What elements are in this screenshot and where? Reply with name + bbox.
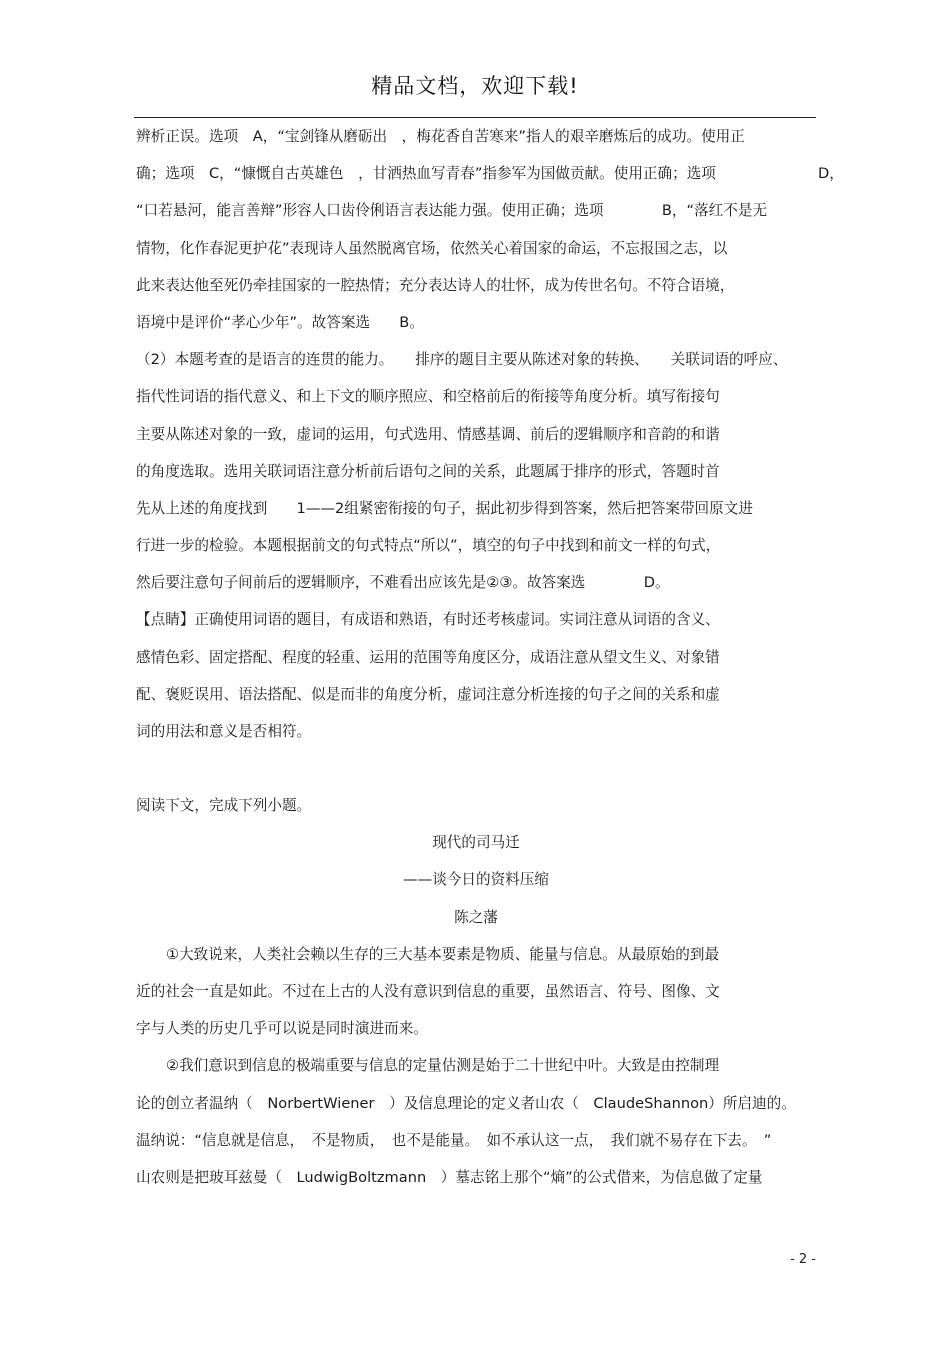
page-number: - 2 - [790,1252,816,1267]
text-line: “口若悬河，能言善辩”形容人口齿伶俐语言表达能力强。使用正确；选项 B，“落红不是无 [136,202,768,220]
text-line: ①大致说来，人类社会赖以生存的三大基本要素是物质、能量与信息。从最原始的到最 [166,945,720,963]
text-line: 情物，化作春泥更护花”表现诗人虽然脱离官场，依然关心着国家的命运，不忘报国之志，以 [136,239,728,257]
text-line: 论的创立者温纳（ NorbertWiener ）及信息理论的定义者山农（ ClaudeShannon）所启迪的。 [136,1094,796,1112]
document-body [136,124,844,1202]
text-line: 【点睛】正确使用词语的题目，有成语和熟语，有时还考核虚词。实词注意从词语的含义、 [136,611,720,629]
text-line: 此来表达他至死仍牵挂国家的一腔热情；充分表达诗人的壮怀，成为传世名句。不符合语境， [136,276,735,294]
text-line: 然后要注意句子间前后的逻辑顺序，不难看出应该先是②③。故答案选 D。 [136,574,670,592]
text-line: 配、褒贬误用、语法搭配、似是而非的角度分析，虚词注意分析连接的句子之间的关系和虚 [136,685,720,703]
text-line: 词的用法和意义是否相符。 [136,723,312,740]
article-author: 陈之藩 [454,908,498,926]
text-line: 近的社会一直是如此。不过在上古的人没有意识到信息的重要，虽然语言、符号、图像、文 [136,982,720,1000]
text-line: 的角度选取。选用关联词语注意分析前后语句之间的关系，此题属于排序的形式，答题时首 [136,462,720,480]
article-title: 现代的司马迁 [432,834,520,852]
text-line: 行进一步的检验。本题根据前文的句式特点“所以”，填空的句子中找到和前文一样的句式， [136,537,721,555]
text-line: 辨析正误。选项 A，“宝剑锋从磨砺出 ，梅花香自苦寒来”指人的艰辛磨炼后的成功。使用正 [136,128,745,145]
page-header-title: 精品文档，欢迎下载! [371,74,579,98]
text-line: 先从上述的角度找到 1——2组紧密衔接的句子，据此初步得到答案，然后把答案带回原文进 [136,499,753,517]
text-line: 感情色彩、固定搭配、程度的轻重、运用的范围等角度区分，成语注意从望文生义、对象错 [136,648,720,666]
text-line: 山农则是把玻耳兹曼（ LudwigBoltzmann ）墓志铭上那个“熵”的公式借来，为信息做了定量 [136,1168,763,1186]
article-subtitle: ——谈今日的资料压缩 [403,871,549,889]
text-line: 指代性词语的指代意义、和上下文的顺序照应、和空格前后的衔接等角度分析。填写衔接句 [136,388,720,406]
text-line: 温纳说：“信息就是信息， 不是物质， 也不是能量。 如不承认这一点， 我们就不易存在下去。 ” [136,1131,772,1149]
text-line: 语境中是评价“孝心少年”。故答案选 B。 [136,313,424,331]
text-line: 确；选项 C，“慷慨自古英雄色 ，甘洒热血写青春”指参军为国做贡献。使用正确；选项 D， [136,165,844,183]
text-line: ②我们意识到信息的极端重要与信息的定量估测是始于二十世纪中叶。大致是由控制理 [166,1057,720,1075]
header-divider [134,117,816,118]
text-line: 字与人类的历史几乎可以说是同时演进而来。 [136,1020,428,1038]
text-line: 主要从陈述对象的一致，虚词的运用，句式选用、情感基调、前后的逻辑顺序和音韵的和谐 [136,425,720,443]
reading-instruction: 阅读下文，完成下列小题。 [136,797,312,814]
text-line: （2）本题考查的是语言的连贯的能力。 排序的题目主要从陈述对象的转换、 关联词语的呼应、 [136,351,788,369]
